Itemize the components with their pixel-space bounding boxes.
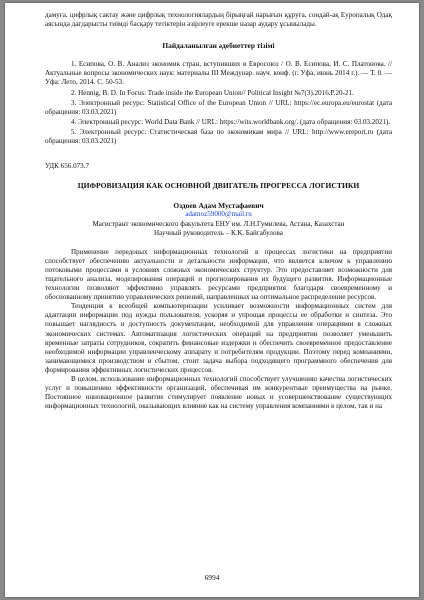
intro-paragraph: дамуға, цифрлық сактау және цифрлық технологиялардың бірыңғай нарығын құруға, сондай-ақ Еуропалық Одақ аясында дағдарысты тиімді басқару тетіктерін әзірлеуге ерекше назар аудару ұсынылады. <box>45 11 392 29</box>
reference-item: 4. Электронный ресурс: World Data Bank // URL: https://wits.worldbank.org/. (дата обращения: 03.03.2021). <box>71 117 391 126</box>
author-email[interactable] <box>45 210 392 219</box>
body-paragraph: В целом, использование информационных технологий способствует улучшению качества логистических услуг и повышению эффективности организаций, обеспечивая им конкурентные преимущества на рынке. Постоянное инновационное развитие стимулирует появление новых и усовершенствование существующих информационных технологий, оказывающих влияние как на систему управления компаниями в целом, так и на <box>45 375 392 411</box>
references-title: Пайдаланылған әдебиеттер тізімі <box>162 41 275 51</box>
author-name: Оздоев Адам Мустафаевич <box>173 201 264 211</box>
udk-code: УДК 656.073.7 <box>45 162 90 171</box>
article-title: ЦИФРОВИЗАЦИЯ КАК ОСНОВНОЙ ДВИГАТЕЛЬ ПРОГРЕССА ЛОГИСТИКИ <box>77 181 360 191</box>
body-paragraph: Применение передовых информационных технологий в процессах логистики на предприятии способствует обеспечению актуальности и детальности информации, что является ключом к управлению потоковыми процессами в условиях сложных экономических структур. Это предоставляет возможности для тщательного анализа, моделирования операций и прогнозирования их будущего развития. Информационные технологии позволяют эффективно управлять ресурсами предприятия благодаря своевременному и обоснованному принятию управленческих решений, направленных на оптимальное распределение ресурсов. <box>45 247 392 302</box>
body-paragraph: Тенденция к всеобщей компьютеризации усиливает возможности информационных систем для адаптации информации под нужды пользователя, ускоряя и упрощая процессы ее обработки и синтеза. Это повышает наглядность и доступность документации, необходимой для управления операциями в сложных экономических системах. Автоматизация логистических операций на предприятии позволяет уменьшить временные затраты сотрудников, сократить финансовые издержки и обеспечить своевременное предоставление необходимой информации управленческому аппарату и потребителям продукции. Поэтому перед компаниями, занимающимися производством и сбытом, стоит задача выбора подходящего программного обеспечения для формирования эффективных логистических процессов. <box>45 302 392 374</box>
reference-item: 2. Hennig, B. D. In Focus: Trade inside the European Union// Political Insight №7(3).2016.P.20-21. <box>71 88 354 97</box>
reference-item: 3. Электронный ресурс: Statistical Office of the European Union // URL: https://ec.europa.eu/eurostat (дата обращения: 03.03.2021) <box>45 98 392 116</box>
page-content <box>45 11 392 411</box>
article-body <box>45 248 392 412</box>
document-page <box>5 3 419 597</box>
supervisor: Научный руководитель – К.К. Байгабулова <box>154 228 283 237</box>
references-list <box>45 60 392 146</box>
author-email-link[interactable]: adamoz59000@mail.ru <box>185 210 252 219</box>
reference-item: 1. Есипова, О. В. Анализ экономик стран, вступивших в Евросоюз / О. В. Есипова, И. С. Платонова. // Актуальные вопросы экономических наук: материалы III Междунар. науч. конф. (г. Уфа, июнь 2014 г.). — Т. 0. — Уфа: Лето, 2014. С. 50-53. <box>45 60 392 87</box>
page-number: 6994 <box>204 573 220 582</box>
reference-item: 5. Электронный ресурс: Статистическая база по экономикам мира // URL: http://www.ereport.ru (дата обращения: 03.03.2021) <box>45 127 392 146</box>
author-affiliation: Магистрант экономического факультета ЕНУ им. Л.Н.Гумилева, Астана, Казахстан <box>92 219 345 228</box>
